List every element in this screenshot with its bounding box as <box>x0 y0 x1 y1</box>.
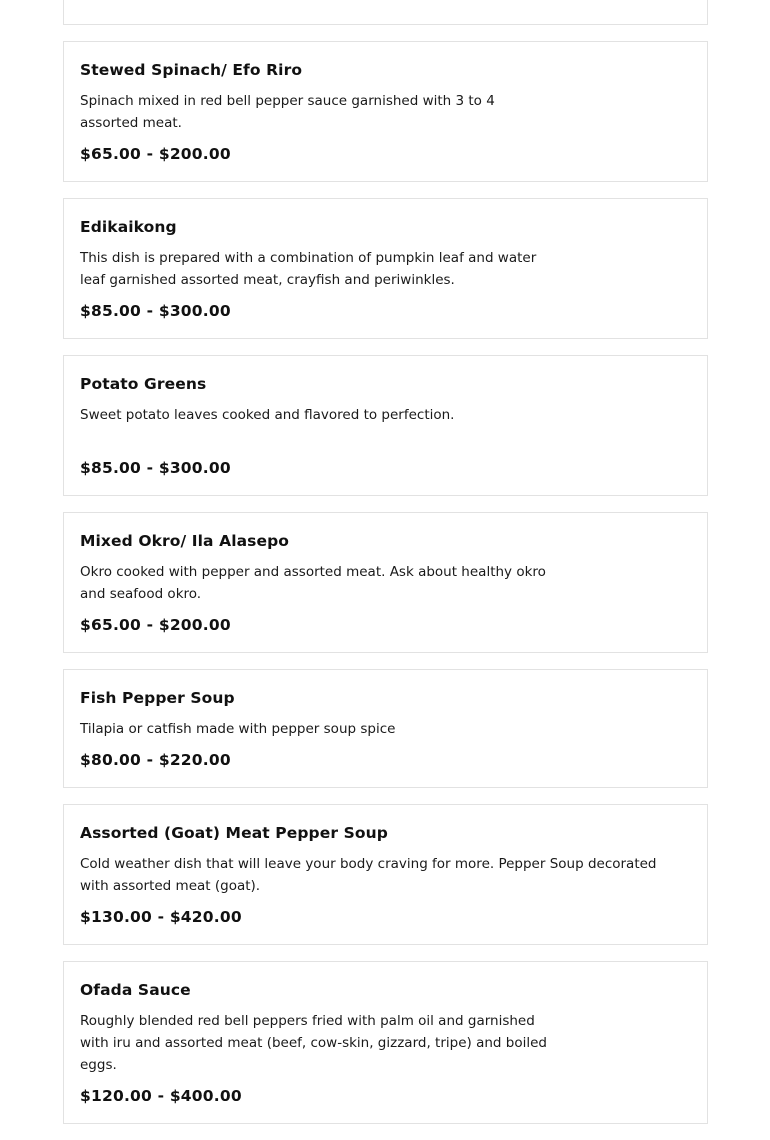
item-price: $85.00 - $300.00 <box>80 302 231 320</box>
item-title: Ofada Sauce <box>80 981 191 999</box>
item-title: Mixed Okro/ Ila Alasepo <box>80 532 290 550</box>
item-price: $65.00 - $200.00 <box>80 145 231 163</box>
item-description: Cold weather dish that will leave your body craving for more. Pepper Soup decorated with assorted meat (goat). <box>80 856 657 894</box>
menu-item-card[interactable] <box>63 961 708 1124</box>
menu-item-card[interactable] <box>63 512 708 653</box>
item-price: $80.00 - $220.00 <box>80 751 231 769</box>
menu-item-card[interactable] <box>63 804 708 945</box>
item-title: Edikaikong <box>80 218 177 236</box>
item-description: Sweet potato leaves cooked and flavored to perfection. <box>80 407 455 423</box>
menu-item-card[interactable] <box>63 355 708 496</box>
item-description: Tilapia or catfish made with pepper soup spice <box>80 721 396 737</box>
item-description: Spinach mixed in red bell pepper sauce garnished with 3 to 4 assorted meat. <box>80 93 495 131</box>
item-description: This dish is prepared with a combination of pumpkin leaf and water leaf garnished assorted meat, crayfish and periwinkles. <box>80 250 537 288</box>
item-description: Roughly blended red bell peppers fried with palm oil and garnished with iru and assorted meat (beef, cow-skin, gizzard, tripe) and boiled eggs. <box>80 1013 547 1073</box>
item-title: Fish Pepper Soup <box>80 689 235 707</box>
item-description: Okro cooked with pepper and assorted meat. Ask about healthy okro and seafood okro. <box>80 564 546 602</box>
item-title: Assorted (Goat) Meat Pepper Soup <box>80 824 388 842</box>
item-title: Potato Greens <box>80 375 207 393</box>
menu-item-card[interactable] <box>63 0 708 25</box>
menu-item-card[interactable] <box>63 198 708 339</box>
item-price: $85.00 - $300.00 <box>80 459 231 477</box>
menu-item-card[interactable] <box>63 669 708 788</box>
item-price: $65.00 - $200.00 <box>80 616 231 634</box>
menu-list <box>63 0 708 1140</box>
item-price: $130.00 - $420.00 <box>80 908 242 926</box>
item-title: Stewed Spinach/ Efo Riro <box>80 61 303 79</box>
item-price: $120.00 - $400.00 <box>80 1087 242 1105</box>
menu-item-card[interactable] <box>63 41 708 182</box>
